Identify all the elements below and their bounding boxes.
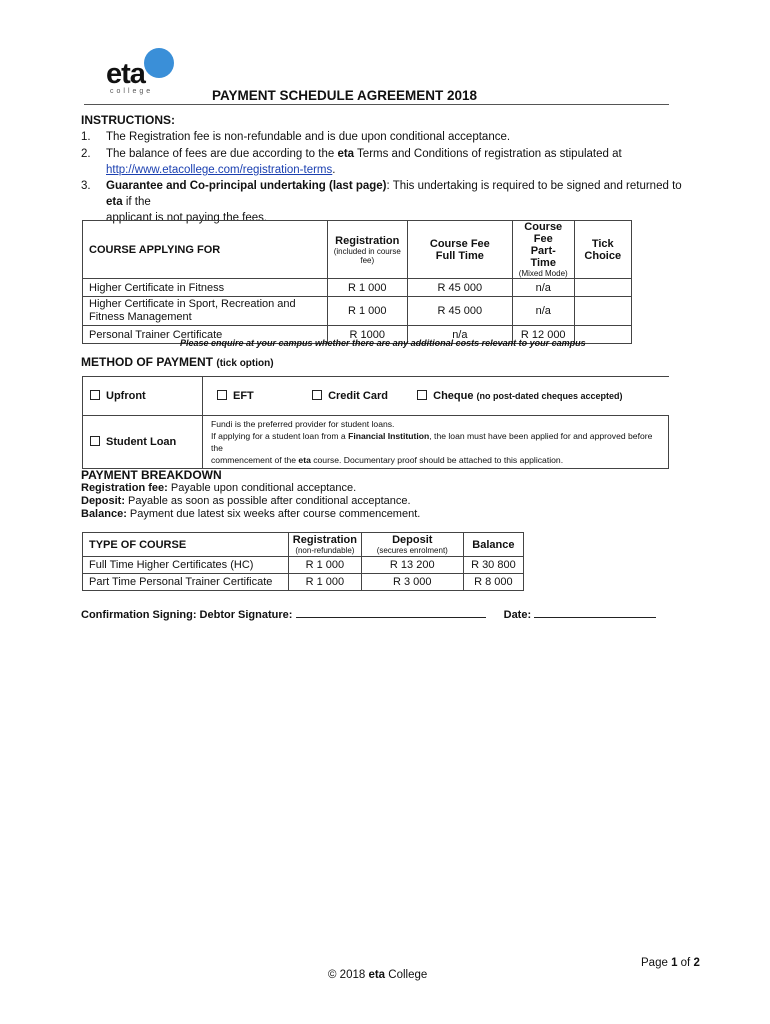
header-part-time-label: Course Fee Part-Time bbox=[524, 221, 563, 269]
header-registration-sub: (included in course fee) bbox=[333, 246, 401, 265]
signature-field[interactable] bbox=[296, 607, 486, 618]
loan-line-2-post: , the loan must have been applied for and approved before the bbox=[211, 431, 653, 453]
page-of: of bbox=[677, 957, 694, 969]
header-tick: Tick Choice bbox=[574, 221, 631, 279]
type-dep: R 13 200 bbox=[361, 557, 463, 574]
loan-line-2-bold: Financial Institution bbox=[348, 431, 430, 441]
type-bal: R 30 800 bbox=[463, 557, 523, 574]
table-row bbox=[83, 297, 632, 326]
breakdown-reg-label: Registration fee: bbox=[81, 482, 168, 494]
breakdown-deposit bbox=[81, 495, 411, 508]
table-row bbox=[83, 279, 632, 297]
course-full: R 45 000 bbox=[407, 297, 512, 326]
header-reg-label: Registration bbox=[292, 534, 357, 546]
payment-method-table bbox=[82, 376, 669, 469]
credit-card-checkbox[interactable] bbox=[312, 390, 322, 400]
footer-bold: eta bbox=[368, 969, 386, 981]
instruction-1-text: The Registration fee is non-refundable and is due upon conditional acceptance. bbox=[106, 131, 511, 143]
page-number bbox=[641, 957, 700, 969]
instruction-3-line2: applicant is not paying the fees. bbox=[106, 212, 268, 224]
course-full: n/a bbox=[407, 326, 512, 344]
credit-card-label: Credit Card bbox=[328, 390, 388, 402]
instruction-3-bold2: eta bbox=[106, 196, 123, 208]
eft-label: EFT bbox=[233, 390, 254, 402]
tick-choice-cell[interactable] bbox=[574, 279, 631, 297]
registration-terms-link[interactable]: http://www.etacollege.com/registration-terms bbox=[106, 164, 333, 176]
type-name: Part Time Personal Trainer Certificate bbox=[83, 574, 289, 591]
method-heading-sub: (tick option) bbox=[216, 358, 274, 369]
student-loan-label: Student Loan bbox=[106, 436, 177, 448]
upfront-label: Upfront bbox=[106, 390, 146, 402]
cheque-label: Cheque bbox=[433, 390, 474, 402]
course-part: R 12 000 bbox=[512, 326, 574, 344]
loan-line-1: Fundi is the preferred provider for student loans. bbox=[211, 419, 395, 429]
instruction-3-number: 3. bbox=[81, 180, 91, 192]
header-registration bbox=[327, 221, 407, 279]
header-part-time bbox=[512, 221, 574, 279]
page-label: Page bbox=[641, 957, 672, 969]
header-dep bbox=[361, 533, 463, 557]
type-bal: R 8 000 bbox=[463, 574, 523, 591]
instruction-1-number: 1. bbox=[81, 131, 91, 143]
instruction-3-post: if the bbox=[122, 196, 151, 208]
instruction-3-text bbox=[106, 178, 686, 226]
header-part-time-sub: (Mixed Mode) bbox=[518, 269, 568, 278]
instruction-2-post: Terms and Conditions of registration as stipulated at bbox=[354, 148, 622, 160]
option-student-loan[interactable] bbox=[83, 416, 203, 469]
instruction-2-bold: eta bbox=[337, 148, 355, 160]
eft-checkbox[interactable] bbox=[217, 390, 227, 400]
payment-options bbox=[203, 377, 669, 416]
cheque-checkbox[interactable] bbox=[417, 390, 427, 400]
title-divider bbox=[84, 104, 669, 105]
header-reg-sub: (non-refundable) bbox=[295, 546, 355, 555]
signature-line bbox=[81, 607, 656, 621]
payment-row-loan bbox=[83, 416, 669, 469]
header-reg bbox=[289, 533, 362, 557]
instruction-3-mid: : This undertaking is required to be signed and returned to bbox=[386, 180, 682, 192]
breakdown-balance bbox=[81, 508, 420, 521]
header-registration-label: Registration bbox=[335, 234, 400, 247]
instruction-2-number: 2. bbox=[81, 148, 91, 160]
type-reg: R 1 000 bbox=[289, 557, 362, 574]
campus-costs-note: Please enquire at your campus whether there are any additional costs relevant to your campus bbox=[180, 338, 586, 348]
breakdown-registration bbox=[81, 482, 356, 495]
course-part: n/a bbox=[512, 279, 574, 297]
tick-choice-cell[interactable] bbox=[574, 297, 631, 326]
breakdown-dep-label: Deposit: bbox=[81, 495, 125, 507]
loan-line-3-bold: eta bbox=[298, 455, 311, 465]
course-reg: R 1 000 bbox=[327, 297, 407, 326]
loan-line-2-pre: If applying for a student loan from a bbox=[211, 431, 349, 441]
breakdown-bal-text: Payment due latest six weeks after course commencement. bbox=[126, 508, 421, 520]
page-current: 1 bbox=[671, 957, 678, 969]
breakdown-dep-text: Payable as soon as possible after conditional acceptance. bbox=[125, 495, 411, 507]
upfront-checkbox[interactable] bbox=[90, 390, 100, 400]
course-table bbox=[82, 220, 632, 344]
document-title: PAYMENT SCHEDULE AGREEMENT 2018 bbox=[212, 88, 478, 103]
option-eft[interactable] bbox=[217, 390, 309, 402]
instruction-2-text bbox=[106, 146, 666, 178]
option-credit-card[interactable] bbox=[312, 390, 414, 402]
instruction-3-bold: Guarantee and Co-principal undertaking (last page) bbox=[106, 180, 387, 192]
signature-label: Confirmation Signing: Debtor Signature: bbox=[81, 609, 293, 621]
table-row bbox=[83, 557, 524, 574]
header-type: TYPE OF COURSE bbox=[83, 533, 289, 557]
payment-row-main bbox=[83, 377, 669, 416]
date-label: Date: bbox=[503, 609, 532, 621]
loan-line-3-pre: commencement of the bbox=[211, 455, 299, 465]
course-name: Higher Certificate in Sport, Recreation and Fitness Management bbox=[83, 297, 328, 326]
footer-copyright bbox=[328, 969, 427, 981]
loan-line-3-post: course. Documentary proof should be attached to this application. bbox=[310, 455, 564, 465]
course-full: R 45 000 bbox=[407, 279, 512, 297]
header-full-time: Course Fee Full Time bbox=[407, 221, 512, 279]
course-part: n/a bbox=[512, 297, 574, 326]
header-dep-sub: (secures enrolment) bbox=[376, 546, 448, 555]
course-reg: R 1 000 bbox=[327, 279, 407, 297]
table-row bbox=[83, 574, 524, 591]
header-dep-label: Deposit bbox=[392, 534, 433, 546]
instruction-2-pre: The balance of fees are due according to the bbox=[106, 148, 338, 160]
type-table-header bbox=[83, 533, 524, 557]
cheque-note: (no post-dated cheques accepted) bbox=[476, 391, 623, 401]
footer-post: College bbox=[385, 969, 428, 981]
student-loan-details bbox=[203, 416, 669, 469]
page-total: 2 bbox=[693, 957, 700, 969]
instruction-2-end: . bbox=[332, 164, 336, 176]
course-table-header bbox=[83, 221, 632, 279]
college-logo bbox=[100, 48, 180, 98]
logo-word: eta bbox=[106, 58, 145, 90]
header-course: COURSE APPLYING FOR bbox=[83, 221, 328, 279]
type-reg: R 1 000 bbox=[289, 574, 362, 591]
method-of-payment-heading bbox=[81, 355, 274, 369]
logo-circle bbox=[144, 48, 174, 78]
footer-pre: © 2018 bbox=[328, 969, 369, 981]
instruction-1 bbox=[81, 129, 91, 145]
option-upfront[interactable] bbox=[83, 377, 203, 416]
instructions-heading: INSTRUCTIONS: bbox=[81, 113, 175, 127]
method-heading-label: METHOD OF PAYMENT bbox=[81, 355, 214, 369]
option-cheque[interactable] bbox=[417, 390, 622, 402]
date-field[interactable] bbox=[534, 607, 656, 618]
course-reg: R 1000 bbox=[327, 326, 407, 344]
breakdown-bal-label: Balance: bbox=[81, 508, 127, 520]
course-name: Higher Certificate in Fitness bbox=[83, 279, 328, 297]
type-name: Full Time Higher Certificates (HC) bbox=[83, 557, 289, 574]
type-dep: R 3 000 bbox=[361, 574, 463, 591]
breakdown-reg-text: Payable upon conditional acceptance. bbox=[167, 482, 357, 494]
logo-subtitle: college bbox=[110, 88, 154, 95]
student-loan-checkbox[interactable] bbox=[90, 436, 100, 446]
type-of-course-table bbox=[82, 532, 524, 591]
course-name: Personal Trainer Certificate bbox=[83, 326, 328, 344]
header-bal: Balance bbox=[463, 533, 523, 557]
payment-breakdown-heading: PAYMENT BREAKDOWN bbox=[81, 468, 222, 482]
